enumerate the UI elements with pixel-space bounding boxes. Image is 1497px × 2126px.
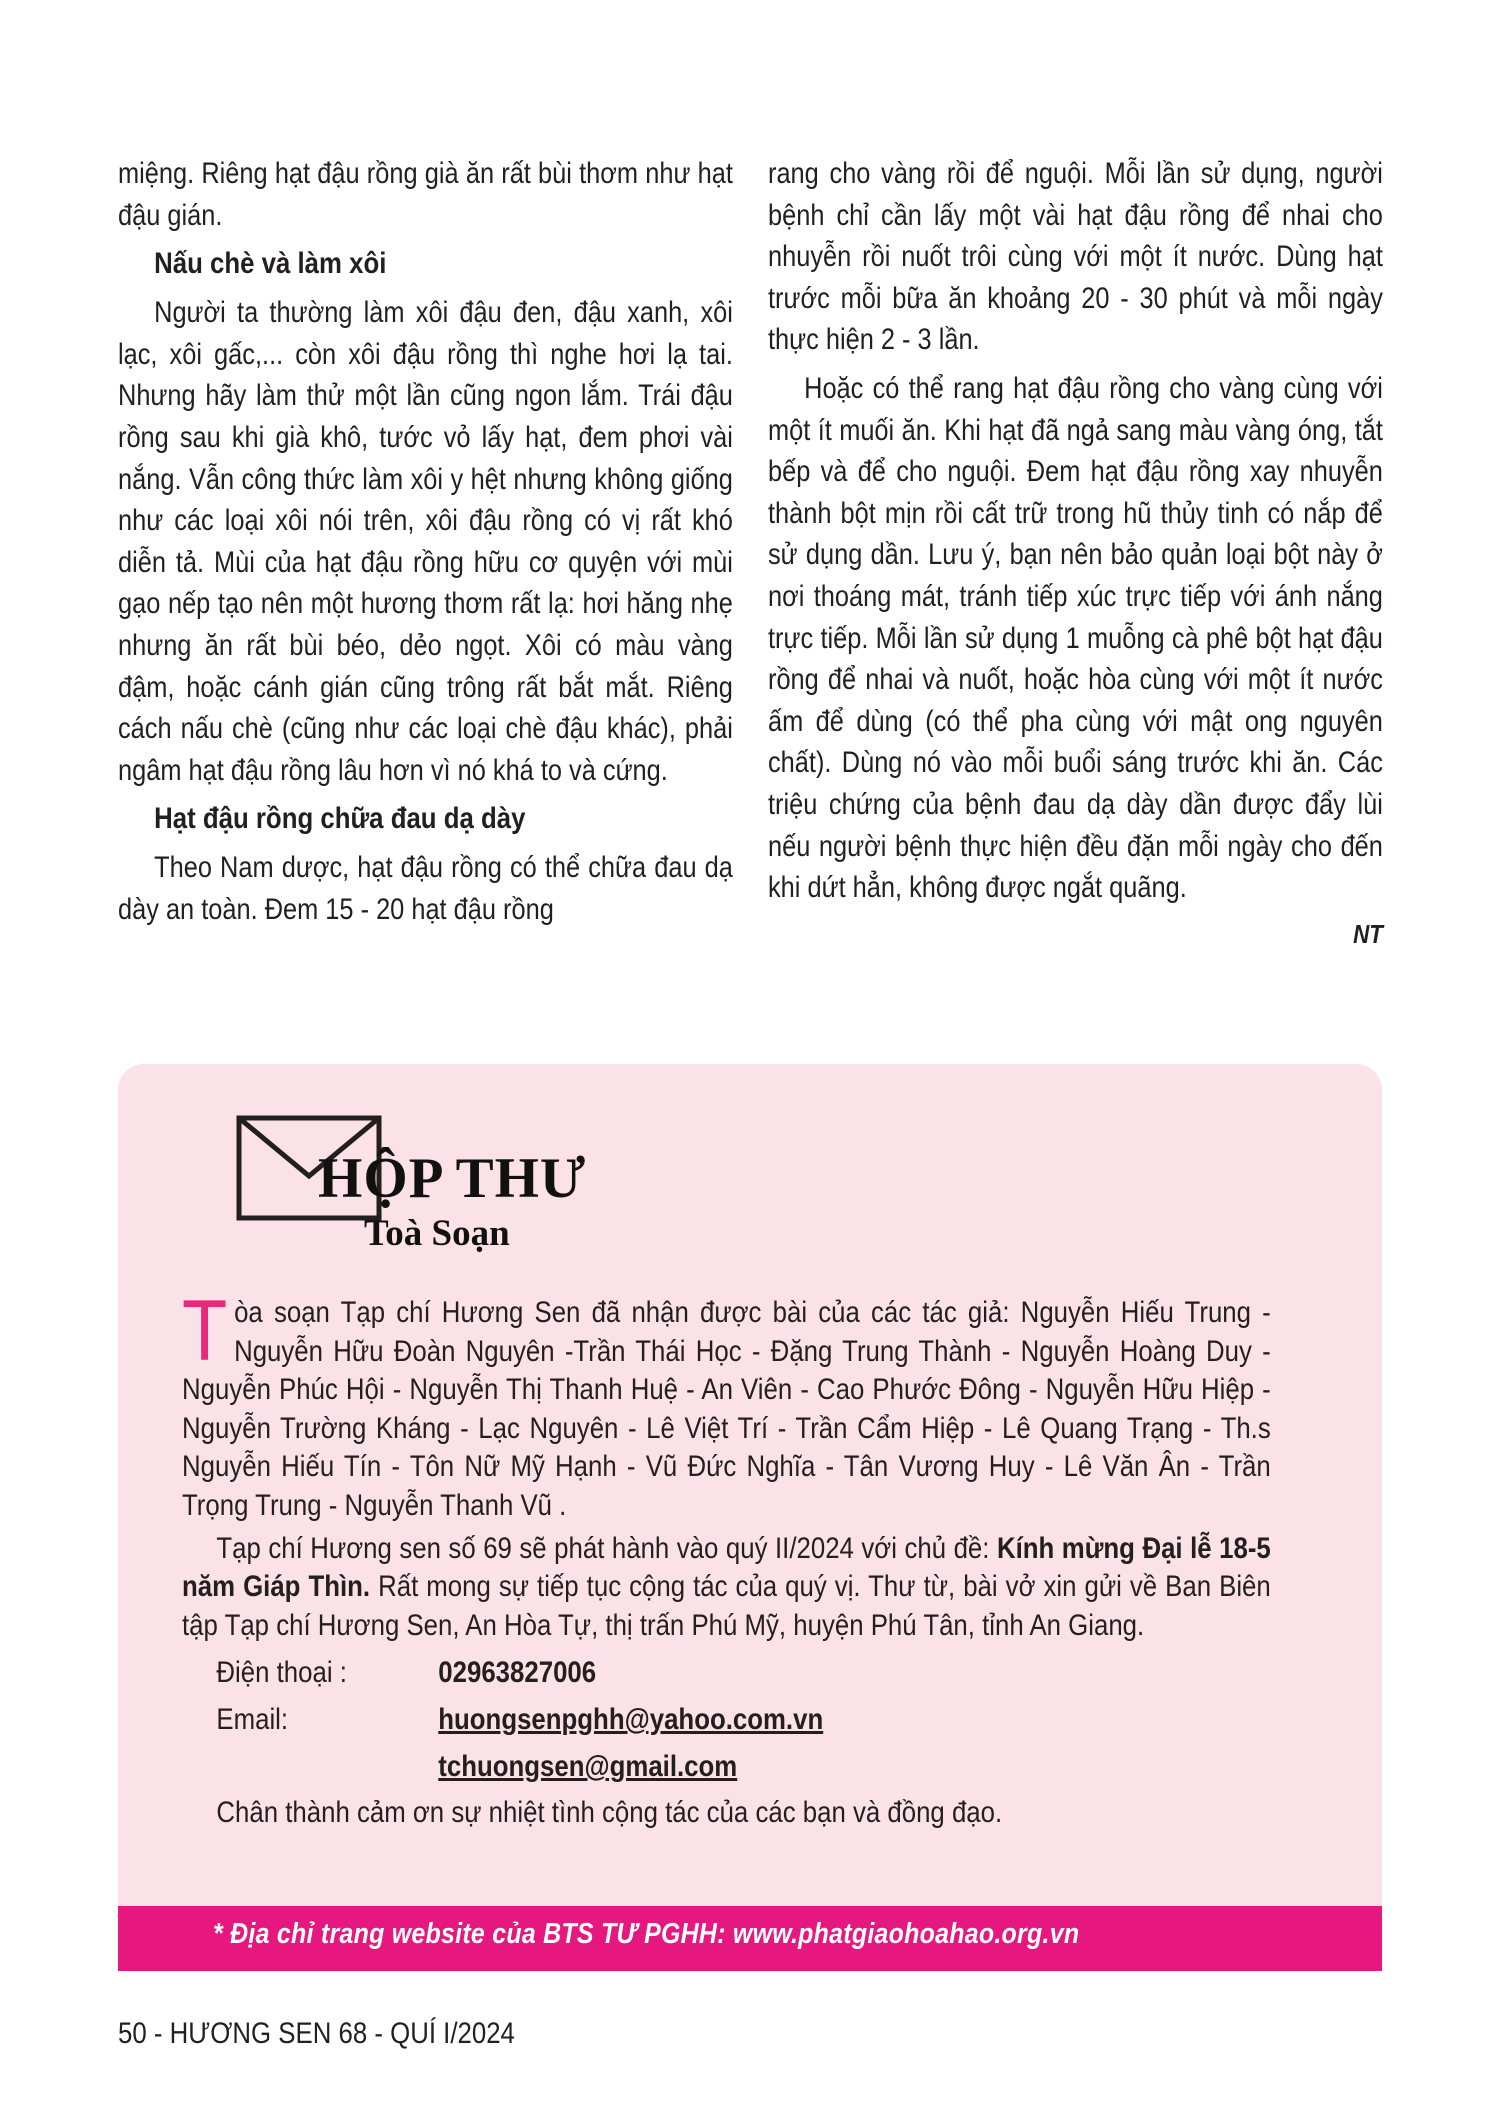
mailbox-subtitle: Toà Soạn (364, 1213, 510, 1254)
section-heading: Nấu chè và làm xôi (154, 247, 387, 281)
mailbox-body (182, 1283, 1271, 1837)
announce-text: Tạp chí Hương sen số 69 sẽ phát hành vào quý II/2024 với chủ đề: (216, 1531, 997, 1565)
email-label: Email: (216, 1703, 289, 1737)
paragraph: Theo Nam dược, hạt đậu rồng có thể chữa đau dạ dày an toàn. Đem 15 - 20 hạt đậu rồng (118, 851, 733, 926)
authors-list: òa soạn Tạp chí Hương Sen đã nhận được bài của các tác giả: Nguyễn Hiếu Trung - Nguyễn Hữu Đoàn Nguyên -Trần Thái Học - Đặng Trung Thành - Nguyễn Hoàng Duy - Nguyễn Phúc Hội - Nguyễn Thị Thanh Huệ - An Viên - Cao Phước Đông - Nguyễn Hữu Hiệp - Nguyễn Trường Kháng - Lạc Nguyên - Lê Việt Trí - Trần Cẩm Hiệp - Lê Quang Trạng - Th.s Nguyễn Hiếu Tín - Tôn Nữ Mỹ Hạnh - Vũ Đức Nghĩa - Tân Vương Huy - Lê Văn Ân - Trần Trọng Trung - Nguyễn Thanh Vũ . (182, 1296, 1271, 1522)
page-footer: 50 - HƯƠNG SEN 68 - QUÍ I/2024 (118, 2017, 515, 2050)
mailbox-panel (118, 1064, 1382, 1971)
section-heading: Hạt đậu rồng chữa đau dạ dày (154, 802, 526, 836)
thanks-text: Chân thành cảm ơn sự nhiệt tình cộng tác của các bạn và đồng đạo. (216, 1796, 1003, 1830)
announce-text-end: Rất mong sự tiếp tục cộng tác của quý vị. Thư từ, bài vở xin gửi về Ban Biên tập Tạp chí Hương Sen, An Hòa Tự, thị trấn Phú Mỹ, huyện Phú Tân, tỉnh An Giang. (182, 1570, 1271, 1642)
website-address[interactable]: * Địa chỉ trang website của BTS TƯ PGHH: www.phatgiaohoahao.org.vn (213, 1918, 1080, 1950)
email-row-2 (216, 1743, 1270, 1790)
email-row (216, 1696, 1270, 1743)
paragraph: rang cho vàng rồi để nguội. Mỗi lần sử dụng, người bệnh chỉ cần lấy một vài hạt đậu rồng để nhai cho nhuyễn rồi nuốt trôi cùng với một ít nước. Dùng hạt trước mỗi bữa ăn khoảng 20 - 30 phút và mỗi ngày thực hiện 2 - 3 lần. (768, 157, 1383, 357)
mailbox-intro (182, 1283, 1271, 1526)
phone-number: 02963827006 (438, 1656, 597, 1690)
paragraph: Hoặc có thể rang hạt đậu rồng cho vàng cùng với một ít muối ăn. Khi hạt đã ngả sang màu vàng óng, tắt bếp và để cho nguội. Đem hạt đậu rồng xay nhuyễn thành bột mịn rồi cất trữ trong hũ thủy tinh có nắp để sử dụng dần. Lưu ý, bạn nên bảo quản loại bột này ở nơi thoáng mát, tránh tiếp xúc trực tiếp với ánh nắng trực tiếp. Mỗi lần sử dụng 1 muỗng cà phê bột hạt đậu rồng để nhai và nuốt, hoặc hòa cùng với một ít nước ấm để dùng (có thể pha cùng với mật ong nguyên chất). Dùng nó vào mỗi buổi sáng trước khi ăn. Các triệu chứng của bệnh đau dạ dày dần được đẩy lùi nếu người bệnh thực hiện đều đặn mỗi ngày cho đến khi dứt hẳn, không được ngắt quãng. (768, 371, 1383, 905)
right-column (768, 153, 1383, 955)
announce-theme: Kính mừng Đại lễ 18-5 năm Giáp Thìn. (182, 1531, 1271, 1604)
issue-announcement (182, 1530, 1271, 1646)
website-banner (118, 1906, 1382, 1971)
paragraph: Người ta thường làm xôi đậu đen, đậu xanh, xôi lạc, xôi gấc,... còn xôi đậu rồng thì nghe hơi lạ tai. Nhưng hãy làm thử một lần cũng ngon lắm. Trái đậu rồng sau khi già khô, tước vỏ lấy hạt, đem phơi vài nắng. Vẫn công thức làm xôi y hệt nhưng không giống như các loại xôi nói trên, xôi đậu rồng có vị rất khó diễn tả. Mùi của hạt đậu rồng hữu cơ quyện với mùi gạo nếp tạo nên một hương thơm rất lạ: hơi hăng nhẹ nhưng ăn rất bùi béo, dẻo ngọt. Xôi có màu vàng đậm, hoặc cánh gián cũng trông rất bắt mắt. Riêng cách nấu chè (cũng như các loại chè đậu khác), phải ngâm hạt đậu rồng lâu hơn vì nó khá to và cứng. (118, 296, 733, 787)
paragraph: miệng. Riêng hạt đậu rồng già ăn rất bùi thơm như hạt đậu gián. (118, 157, 733, 232)
phone-label: Điện thoại : (216, 1656, 347, 1690)
email-label-spacer (216, 1743, 438, 1790)
drop-cap: T (182, 1283, 228, 1379)
author-signature: NT (1353, 918, 1383, 949)
phone-row (216, 1649, 1270, 1696)
left-column (118, 153, 733, 938)
email-link-1[interactable]: huongsenpghh@yahoo.com.vn (438, 1703, 824, 1737)
mailbox-title: HỘP THƯ (318, 1147, 587, 1210)
email-link-2[interactable]: tchuongsen@gmail.com (438, 1750, 738, 1784)
